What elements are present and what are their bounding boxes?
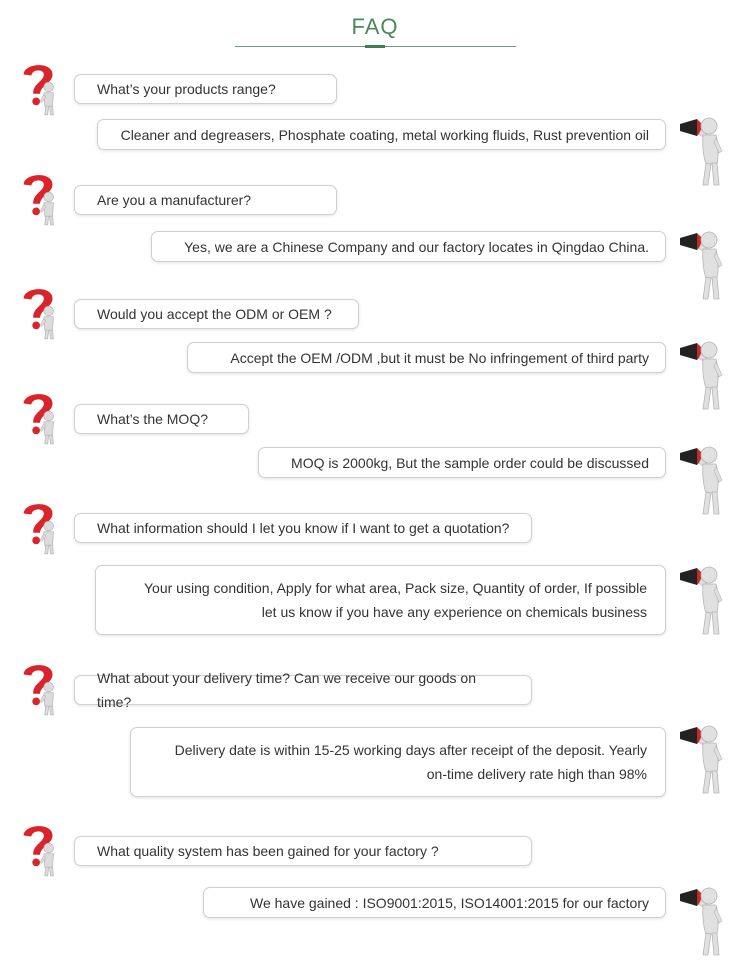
faq-question-2: Are you a manufacturer? xyxy=(74,185,337,215)
question-figure-icon xyxy=(16,819,64,877)
faq-question-6: What about your delivery time? Can we receive our goods on time? xyxy=(74,675,532,705)
faq-answer-4: MOQ is 2000kg, But the sample order could be discussed xyxy=(258,447,666,478)
faq-question-1: What’s your products range? xyxy=(74,74,337,104)
megaphone-figure-icon xyxy=(678,116,730,188)
faq-question-4: What’s the MOQ? xyxy=(74,404,249,434)
title-divider-accent xyxy=(365,45,385,48)
megaphone-figure-icon xyxy=(678,886,730,958)
faq-question-3: Would you accept the ODM or OEM ? xyxy=(74,299,359,329)
question-figure-icon xyxy=(16,282,64,340)
question-figure-icon xyxy=(16,58,64,116)
question-figure-icon xyxy=(16,658,64,716)
megaphone-figure-icon xyxy=(678,340,730,412)
faq-answer-6-text: Delivery date is within 15-25 working days after receipt of the deposit. Yearly on-time delivery rate high than 98% xyxy=(174,742,647,782)
faq-answer-7: We have gained : ISO9001:2015, ISO14001:2015 for our factory xyxy=(203,887,666,918)
megaphone-figure-icon xyxy=(678,445,730,517)
faq-answer-2: Yes, we are a Chinese Company and our factory locates in Qingdao China. xyxy=(151,231,666,262)
megaphone-figure-icon xyxy=(678,565,730,637)
faq-answer-3: Accept the OEM /ODM ,but it must be No infringement of third party xyxy=(187,342,666,373)
question-figure-icon xyxy=(16,387,64,445)
page-title: FAQ xyxy=(351,14,399,39)
question-figure-icon xyxy=(16,497,64,555)
faq-answer-1: Cleaner and degreasers, Phosphate coating, metal working fluids, Rust prevention oil xyxy=(97,119,666,150)
question-figure-icon xyxy=(16,168,64,226)
faq-answer-5 xyxy=(95,565,666,635)
faq-question-7: What quality system has been gained for your factory ? xyxy=(74,836,532,866)
faq-answer-6 xyxy=(130,727,666,797)
megaphone-figure-icon xyxy=(678,230,730,302)
megaphone-figure-icon xyxy=(678,724,730,796)
faq-question-5: What information should I let you know if I want to get a quotation? xyxy=(74,513,532,543)
faq-answer-5-text: Your using condition, Apply for what area, Pack size, Quantity of order, If possible let us know if you have any experience on chemicals business xyxy=(144,580,647,620)
